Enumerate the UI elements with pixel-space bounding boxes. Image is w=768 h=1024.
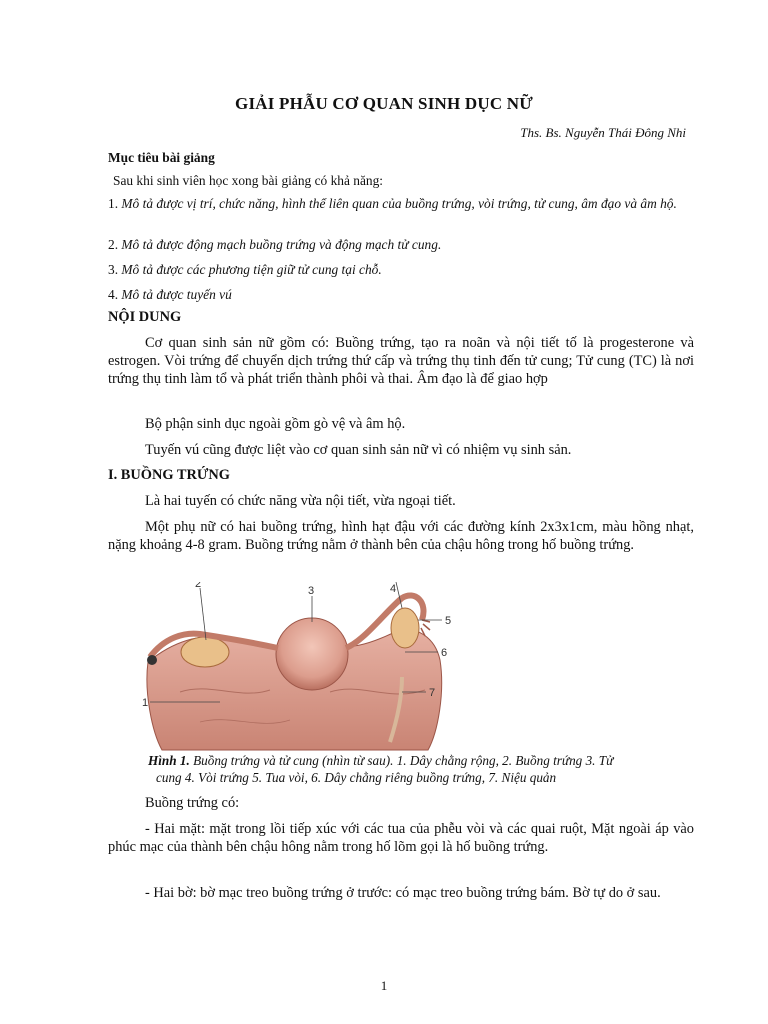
objective-item-4 xyxy=(108,286,694,304)
objective-item-2 xyxy=(108,236,694,254)
objective-text: Mô tả được tuyến vú xyxy=(121,287,232,302)
content-paragraph-2: Bộ phận sinh dục ngoài gồm gò vệ và âm hộ. xyxy=(145,416,406,432)
content-paragraph-3: Tuyến vú cũng được liệt vào cơ quan sinh sản nữ vì có nhiệm vụ sinh sản. xyxy=(145,442,572,458)
figure-label-1: 1 xyxy=(142,697,149,709)
objective-number: 2. xyxy=(108,237,119,252)
section1-paragraph-5: - Hai bờ: bờ mạc treo buồng trứng ở trước: có mạc treo buồng trứng bám. Bờ tự do ở sau. xyxy=(145,885,661,901)
content-heading: NỘI DUNG xyxy=(108,309,182,325)
figure-caption xyxy=(148,752,694,786)
section1-paragraph-2: Một phụ nữ có hai buồng trứng, hình hạt đậu với các đường kính 2x3x1cm, màu hồng nhạt, nặng khoảng 4-8 gram. Buồng trứng nằm ở thành bên của chậu hông trong hố buồng trứng. xyxy=(108,519,694,553)
objective-number: 1. xyxy=(108,196,119,211)
figure-label-6: 6 xyxy=(441,647,448,659)
section1-paragraph-1: Là hai tuyến có chức năng vừa nội tiết, vừa ngoại tiết. xyxy=(145,493,456,509)
left-fimbria xyxy=(147,655,157,665)
objectives-intro: Sau khi sinh viên học xong bài giảng có khả năng: xyxy=(113,173,383,188)
objectives-heading: Mục tiêu bài giảng xyxy=(108,150,215,165)
section-heading-ovary: I. BUỒNG TRỨNG xyxy=(108,467,230,483)
caption-label: Hình 1. xyxy=(148,753,190,768)
objective-number: 3. xyxy=(108,262,119,277)
page-number: 1 xyxy=(380,978,388,993)
figure-label-4: 4 xyxy=(390,583,397,595)
ovary-uterus-figure xyxy=(140,582,462,752)
figure-label-3: 3 xyxy=(308,585,315,597)
caption-text-2: cung 4. Vòi trứng 5. Tua vòi, 6. Dây chằng riêng buồng trứng, 7. Niệu quản xyxy=(156,770,557,785)
objective-text: Mô tả được động mạch buồng trứng và động mạch tử cung. xyxy=(121,237,442,252)
objective-text: Mô tả được vị trí, chức năng, hình thể liên quan của buồng trứng, vòi trứng, tử cung, âm đạo và âm hộ. xyxy=(121,196,677,211)
section1-paragraph-4: - Hai mặt: mặt trong lồi tiếp xúc với các tua của phễu vòi và các quai ruột, Mặt ngoài áp vào phúc mạc của thành bên chậu hông nằm trong hố lõm gọi là hố buồng trứng. xyxy=(108,821,694,855)
section1-paragraph-3: Buồng trứng có: xyxy=(145,795,240,811)
caption-text-1: Buồng trứng và tử cung (nhìn từ sau). 1. Dây chằng rộng, 2. Buồng trứng 3. Tử xyxy=(193,753,614,768)
figure-label-7: 7 xyxy=(429,687,436,699)
right-ovary xyxy=(391,608,419,648)
left-ovary xyxy=(181,637,229,667)
objective-item-3 xyxy=(108,261,694,279)
caption-line-1 xyxy=(148,752,694,769)
anatomy-illustration xyxy=(140,582,462,752)
objective-item-1 xyxy=(108,195,694,213)
objective-text: Mô tả được các phương tiện giữ tử cung tại chỗ. xyxy=(121,262,382,277)
content-paragraph-1: Cơ quan sinh sản nữ gồm có: Buồng trứng, tạo ra noãn và nội tiết tố là progesterone và estrogen. Vòi trứng để chuyển dịch trứng thứ cấp và trứng thụ tinh đến tử cung; Tử cung (TC) là nơi trứng thụ tinh làm tổ và phát triển thành phôi và thai. Âm đạo là để giao hợp xyxy=(108,335,694,387)
uterus-body xyxy=(276,618,348,690)
objective-number: 4. xyxy=(108,287,119,302)
author-line: Ths. Bs. Nguyễn Thái Đông Nhi xyxy=(520,125,686,140)
figure-label-5: 5 xyxy=(445,615,452,627)
page-title: GIẢI PHẪU CƠ QUAN SINH DỤC NỮ xyxy=(235,94,533,113)
figure-label-2: 2 xyxy=(195,582,202,590)
